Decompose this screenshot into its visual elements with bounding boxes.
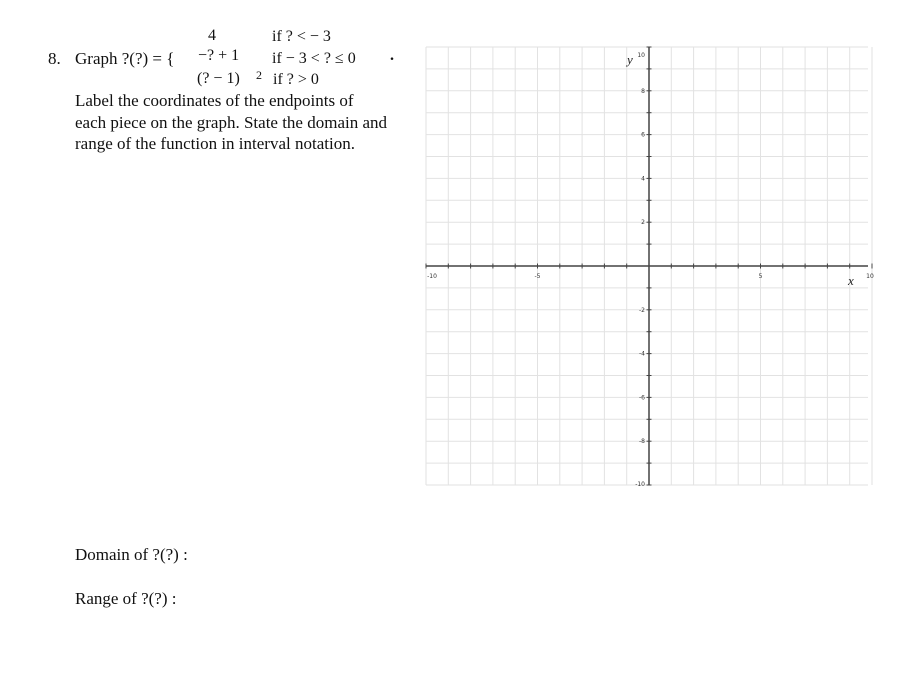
piece-3-condition: if ? > 0 bbox=[273, 71, 319, 88]
piece-3-exponent: 2 bbox=[256, 68, 262, 82]
y-tick-label: -2 bbox=[639, 306, 645, 314]
question-number: 8. bbox=[48, 49, 61, 68]
instruction-line: each piece on the graph. State the domain and bbox=[75, 112, 388, 132]
y-tick-label: 6 bbox=[641, 131, 645, 139]
y-axis-label: y bbox=[627, 52, 633, 67]
y-tick-label: -10 bbox=[635, 481, 645, 488]
y-tick-label: -4 bbox=[639, 350, 645, 358]
instruction-line: range of the function in interval notation. bbox=[75, 134, 355, 153]
y-tick-label: 2 bbox=[641, 219, 645, 227]
x-axis-label: x bbox=[848, 273, 854, 288]
period-mark: . bbox=[390, 47, 394, 64]
y-tick-label: 4 bbox=[641, 175, 645, 183]
domain-label: Domain of ?(?) : bbox=[75, 545, 188, 564]
y-tick-label: -6 bbox=[639, 394, 645, 402]
x-tick-label: -5 bbox=[534, 273, 541, 280]
piece-1-expression: 4 bbox=[208, 27, 216, 44]
graph-prompt: Graph ?(?) = { bbox=[75, 49, 175, 68]
x-tick-label: 10 bbox=[866, 273, 874, 280]
instruction-line: Label the coordinates of the endpoints of bbox=[75, 91, 354, 110]
piece-3-expression: (? − 1) bbox=[197, 70, 240, 87]
y-tick-label: 8 bbox=[641, 87, 645, 95]
x-tick-label: -10 bbox=[427, 273, 437, 280]
piece-1-condition: if ? < − 3 bbox=[272, 28, 331, 45]
piece-2-condition: if − 3 < ? ≤ 0 bbox=[272, 50, 356, 67]
y-tick-label: -8 bbox=[639, 438, 645, 446]
y-tick-label: 10 bbox=[637, 52, 645, 59]
tick-labels bbox=[427, 52, 874, 488]
piece-2-expression: −? + 1 bbox=[198, 47, 240, 64]
x-tick-label: 5 bbox=[758, 273, 763, 280]
range-label: Range of ?(?) : bbox=[75, 589, 177, 608]
